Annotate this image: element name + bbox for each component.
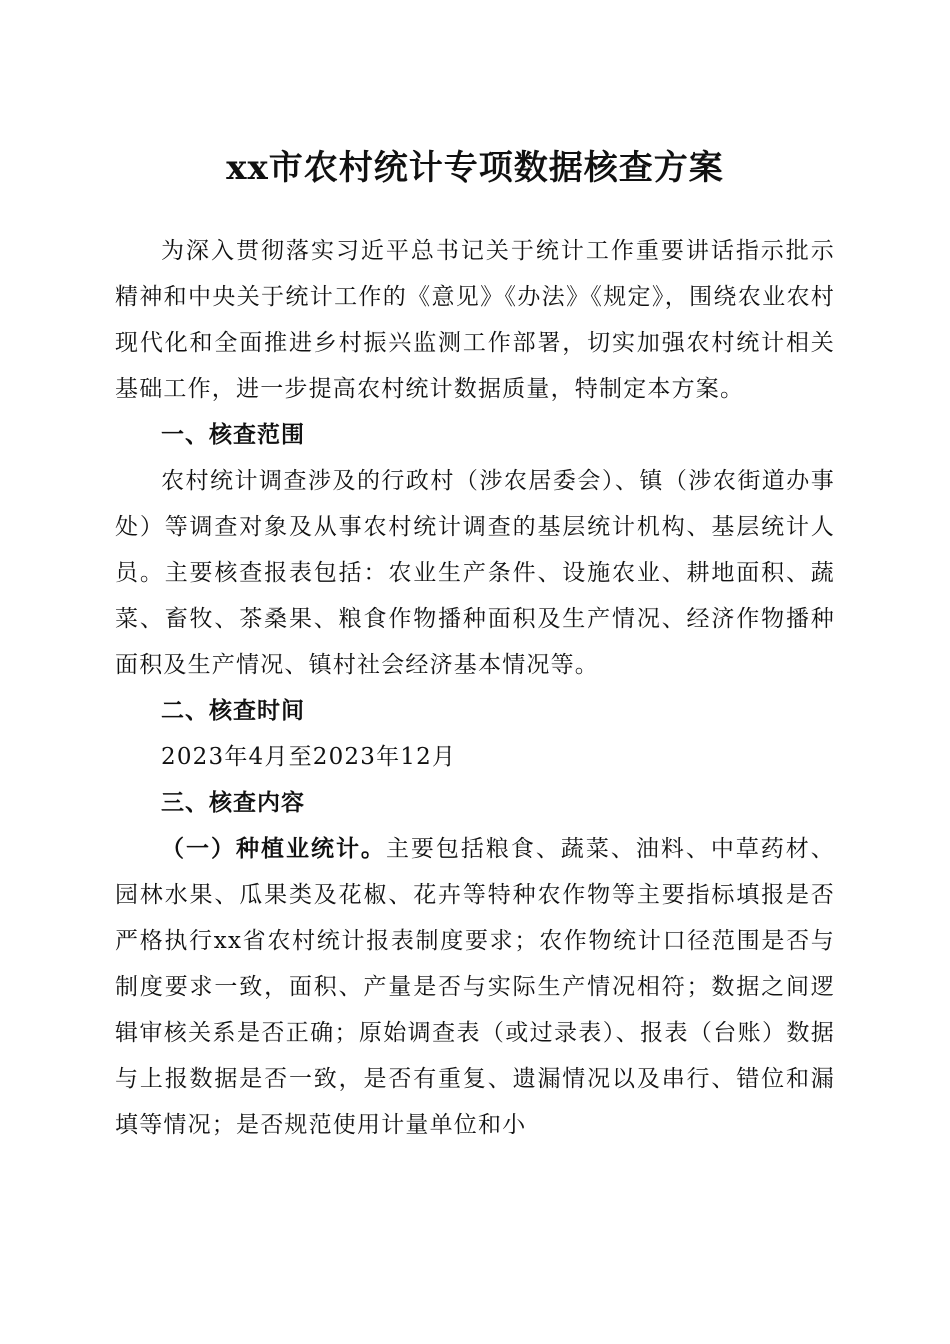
content-paragraph: [115, 826, 835, 1148]
document-body: [115, 228, 835, 1148]
subsection-text-planting: 主要包括粮食、蔬菜、油料、中草药材、园林水果、瓜果类及花椒、花卉等特种农作物等主要指标填报是否严格执行xx省农村统计报表制度要求；农作物统计口径范围是否与制度要求一致，面积、产量是否与实际生产情况相符；数据之间逻辑审核关系是否正确；原始调查表（或过录表）、报表（台账）数据与上报数据是否一致，是否有重复、遗漏情况以及串行、错位和漏填等情况；是否规范使用计量单位和小: [115, 836, 835, 1138]
section-heading-time: 二、核查时间: [161, 698, 305, 724]
scope-paragraph: 农村统计调查涉及的行政村（涉农居委会）、镇（涉农街道办事处）等调查对象及从事农村统计调查的基层统计机构、基层统计人员。主要核查报表包括：农业生产条件、设施农业、耕地面积、蔬菜、畜牧、茶桑果、粮食作物播种面积及生产情况、经济作物播种面积及生产情况、镇村社会经济基本情况等。: [115, 468, 835, 678]
section-heading-scope: 一、核查范围: [161, 422, 305, 448]
time-paragraph: 2023年4月至2023年12月: [161, 744, 457, 770]
subsection-lead-planting: （一）种植业统计。: [161, 835, 386, 862]
intro-paragraph: 为深入贯彻落实习近平总书记关于统计工作重要讲话指示批示精神和中央关于统计工作的《意见》《办法》《规定》，围绕农业农村现代化和全面推进乡村振兴监测工作部署，切实加强农村统计相关基础工作，进一步提高农村统计数据质量，特制定本方案。: [115, 238, 835, 402]
document-title: xx市农村统计专项数据核查方案: [226, 148, 724, 188]
section-heading-content: 三、核查内容: [161, 790, 305, 816]
